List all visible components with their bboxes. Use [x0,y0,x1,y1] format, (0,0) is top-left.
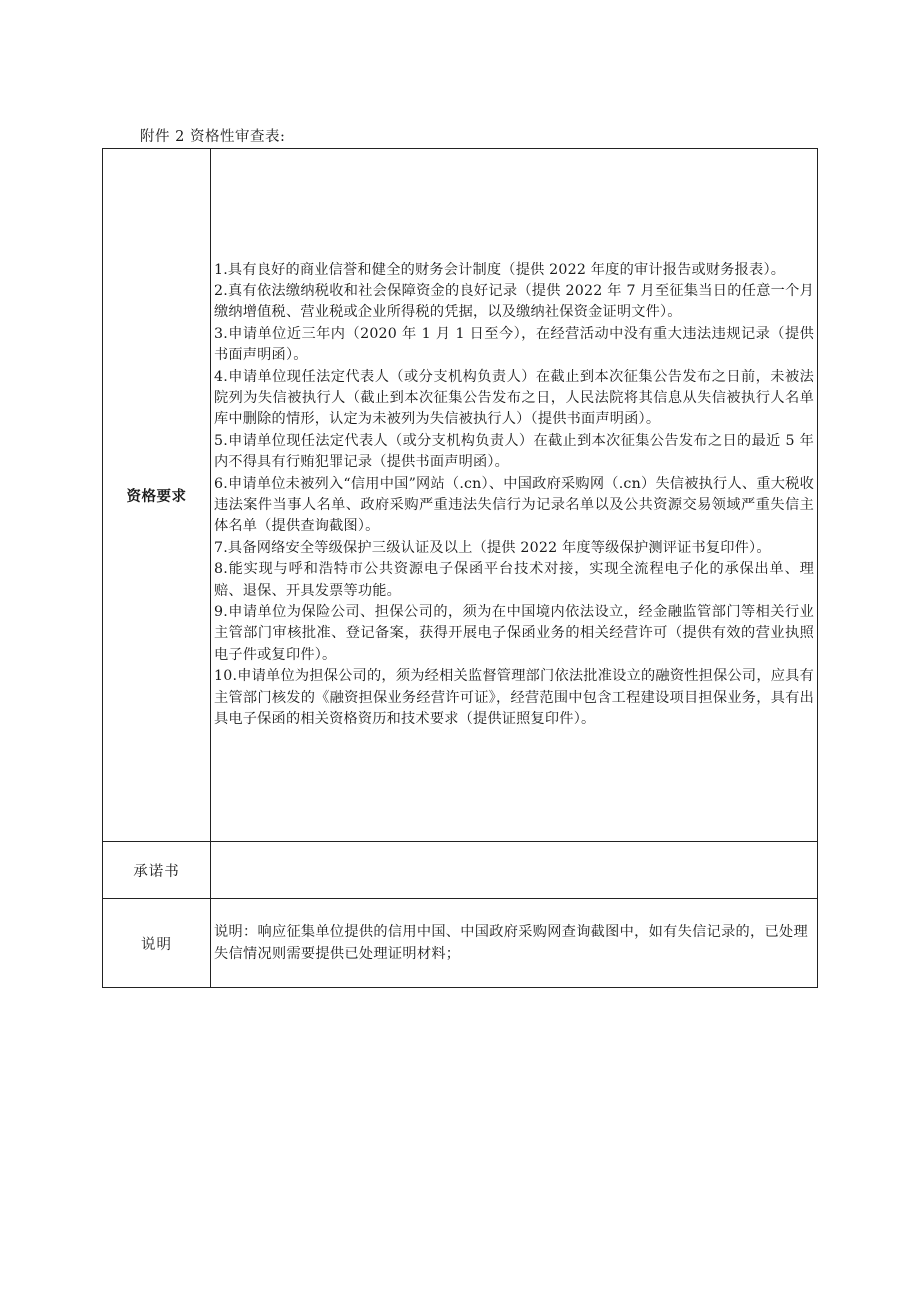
requirements-content-cell [211,149,818,842]
requirements-label-cell [103,149,211,842]
requirements-list [211,260,817,731]
requirement-item-6: 6.申请单位未被列入“信用中国”网站（.cn）、中国政府采购网（.cn）失信被执行人、重大税收违法案件当事人名单、政府采购严重违法失信行为记录名单以及公共资源交易领域严重失信主体名单（提供查询截图）。 [214,475,814,535]
requirement-item-9: 9.申请单位为保险公司、担保公司的，须为在中国境内依法设立，经金融监管部门等相关行业主管部门审核批准、登记备案，获得开展电子保函业务的相关经营许可（提供有效的营业执照电子件或复印件）。 [214,604,814,663]
note-content-cell [211,899,818,988]
requirement-item-2: 2.真有依法缴纳税收和社会保障资金的良好记录（提供 2022 年 7 月至征集当日的任意一个月缴纳增值税、营业税或企业所得税的凭据，以及缴纳社保资金证明文件）。 [214,282,814,321]
caption: 附件 2 资格性审查表: [140,129,286,145]
note-label: 说明 [103,899,211,988]
promise-content-cell [211,842,818,899]
requirement-item-5: 5.申请单位现任法定代表人（或分支机构负责人）在截止到本次征集公告发布之日的最近 5 年内不得具有行贿犯罪记录（提供书面声明函）。 [214,432,814,471]
requirements-label: 资格要求 [126,488,187,505]
note-row [103,899,818,988]
promise-row [103,842,818,899]
requirement-item-1: 1.具有良好的商业信誉和健全的财务会计制度（提供 2022 年度的审计报告或财务报表）。 [214,261,786,278]
requirement-item-4: 4.申请单位现任法定代表人（或分支机构负责人）在截止到本次征集公告发布之日前，未被法院列为失信被执行人（截止到本次征集公告发布之日，人民法院将其信息从失信被执行人名单库中删除的情形，认定为未被列为失信被执行人）（提供书面声明函）。 [214,368,814,428]
requirement-item-7: 7.具备网络安全等级保护三级认证及以上（提供 2022 年度等级保护测评证书复印件）。 [214,539,771,556]
requirement-item-8: 8.能实现与呼和浩特市公共资源电子保函平台技术对接，实现全流程电子化的承保出单、理赔、退保、开具发票等功能。 [214,561,814,599]
note-content: 说明：响应征集单位提供的信用中国、中国政府采购网查询截图中，如有失信记录的，已处理失信情况则需要提供已处理证明材料； [214,924,808,962]
requirement-item-10: 10.申请单位为担保公司的，须为经相关监督管理部门依法批准设立的融资性担保公司，应具有主管部门核发的《融资担保业务经营许可证》，经营范围中包含工程建设项目担保业务，具有出具电子保函的相关资格资历和技术要求（提供证照复印件）。 [214,668,814,728]
promise-label: 承诺书 [103,842,211,899]
qualification-review-table [102,148,818,988]
requirement-item-3: 3.申请单位近三年内（2020 年 1 月 1 日至今），在经营活动中没有重大违法违规记录（提供书面声明函）。 [214,325,814,364]
requirements-row [103,149,818,842]
